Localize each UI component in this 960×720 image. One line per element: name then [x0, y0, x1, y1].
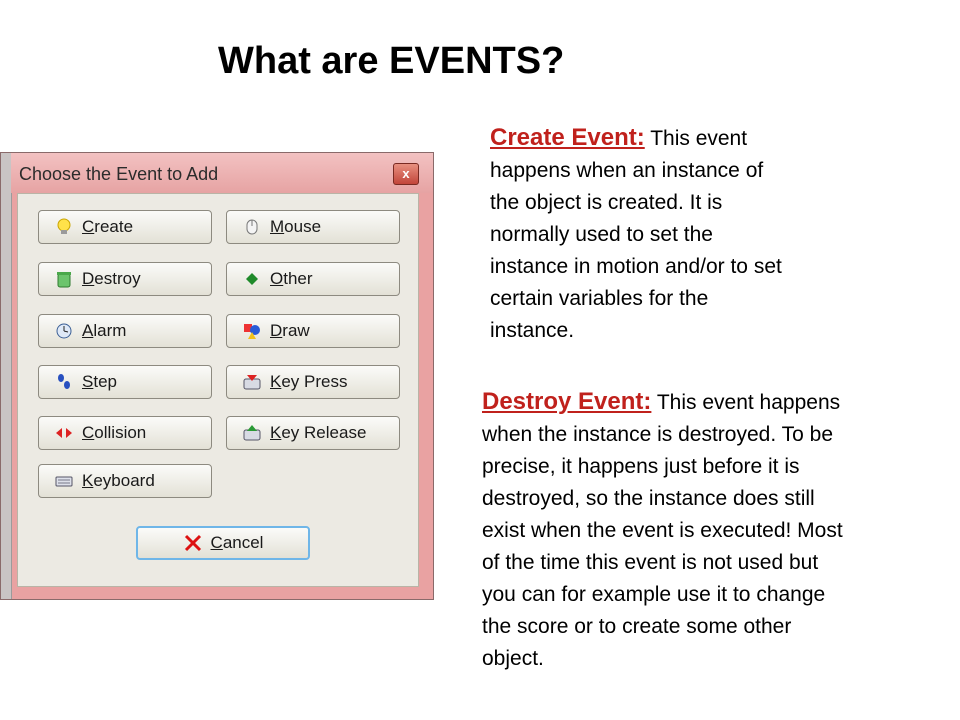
destroy-text-line: of the time this event is not used but	[482, 551, 819, 574]
choose-event-dialog	[0, 152, 434, 600]
create-text-line: instance in motion and/or to set	[490, 255, 782, 278]
mouse-event-button[interactable]	[226, 210, 400, 244]
collision-event-label: Collision	[82, 423, 147, 442]
alarm-event-label: Alarm	[82, 321, 127, 340]
other-event-button[interactable]	[226, 262, 400, 296]
create-event-button[interactable]	[38, 210, 212, 244]
destroy-text-line: destroyed, so the instance does still	[482, 487, 815, 510]
draw-event-button[interactable]	[226, 314, 400, 348]
paint-shapes-icon	[243, 322, 261, 340]
create-event-heading: Create Event:	[490, 124, 645, 151]
destroy-event-description	[482, 386, 952, 675]
draw-event-label: Draw	[270, 321, 310, 340]
destroy-event-label: Destroy	[82, 269, 141, 288]
keyboard-event-button[interactable]	[38, 464, 212, 498]
recycle-bin-icon	[55, 270, 73, 288]
close-icon: x	[402, 166, 410, 181]
alarm-event-button[interactable]	[38, 314, 212, 348]
key-press-event-label: Key Press	[270, 372, 348, 391]
create-event-description	[490, 122, 890, 347]
create-event-label: Create	[82, 217, 134, 236]
key-release-icon	[243, 424, 261, 442]
mouse-icon	[243, 218, 261, 236]
cancel-label: Cancel	[210, 533, 264, 552]
keyboard-icon	[55, 472, 73, 490]
destroy-text-line: object.	[482, 647, 544, 670]
background-window-edge	[1, 153, 12, 599]
lightbulb-icon	[55, 218, 73, 236]
create-text-line: normally used to set the	[490, 223, 713, 246]
destroy-text-line: This event happens	[651, 391, 841, 414]
clock-icon	[55, 322, 73, 340]
close-button[interactable]	[393, 163, 419, 185]
collision-arrows-icon	[55, 424, 73, 442]
create-text-line: instance.	[490, 319, 575, 342]
mouse-event-label: Mouse	[270, 217, 322, 236]
destroy-text-line: when the instance is destroyed. To be	[482, 423, 834, 446]
key-press-icon	[243, 373, 261, 391]
red-x-icon	[183, 533, 203, 553]
dialog-titlebar	[11, 153, 433, 193]
dialog-title: Choose the Event to Add	[19, 164, 219, 184]
create-text-line: happens when an instance of	[490, 159, 764, 182]
destroy-event-heading: Destroy Event:	[482, 388, 652, 415]
create-text-line: This event	[644, 127, 748, 150]
key-release-event-label: Key Release	[270, 423, 367, 442]
dialog-body	[17, 193, 419, 587]
footsteps-icon	[55, 373, 73, 391]
destroy-text-line: the score or to create some other	[482, 615, 792, 638]
destroy-text-line: exist when the event is executed! Most	[482, 519, 843, 542]
slide-title: What are EVENTS?	[218, 40, 565, 82]
keyboard-event-label: Keyboard	[82, 471, 155, 490]
destroy-text-line: you can for example use it to change	[482, 583, 826, 606]
create-text-line: the object is created. It is	[490, 191, 723, 214]
collision-event-button[interactable]	[38, 416, 212, 450]
step-event-label: Step	[82, 372, 117, 391]
other-event-label: Other	[270, 269, 313, 288]
destroy-event-button[interactable]	[38, 262, 212, 296]
key-press-event-button[interactable]	[226, 365, 400, 399]
green-diamond-icon	[243, 270, 261, 288]
cancel-button[interactable]	[136, 526, 310, 560]
step-event-button[interactable]	[38, 365, 212, 399]
destroy-text-line: precise, it happens just before it is	[482, 455, 800, 478]
key-release-event-button[interactable]	[226, 416, 400, 450]
create-text-line: certain variables for the	[490, 287, 709, 310]
